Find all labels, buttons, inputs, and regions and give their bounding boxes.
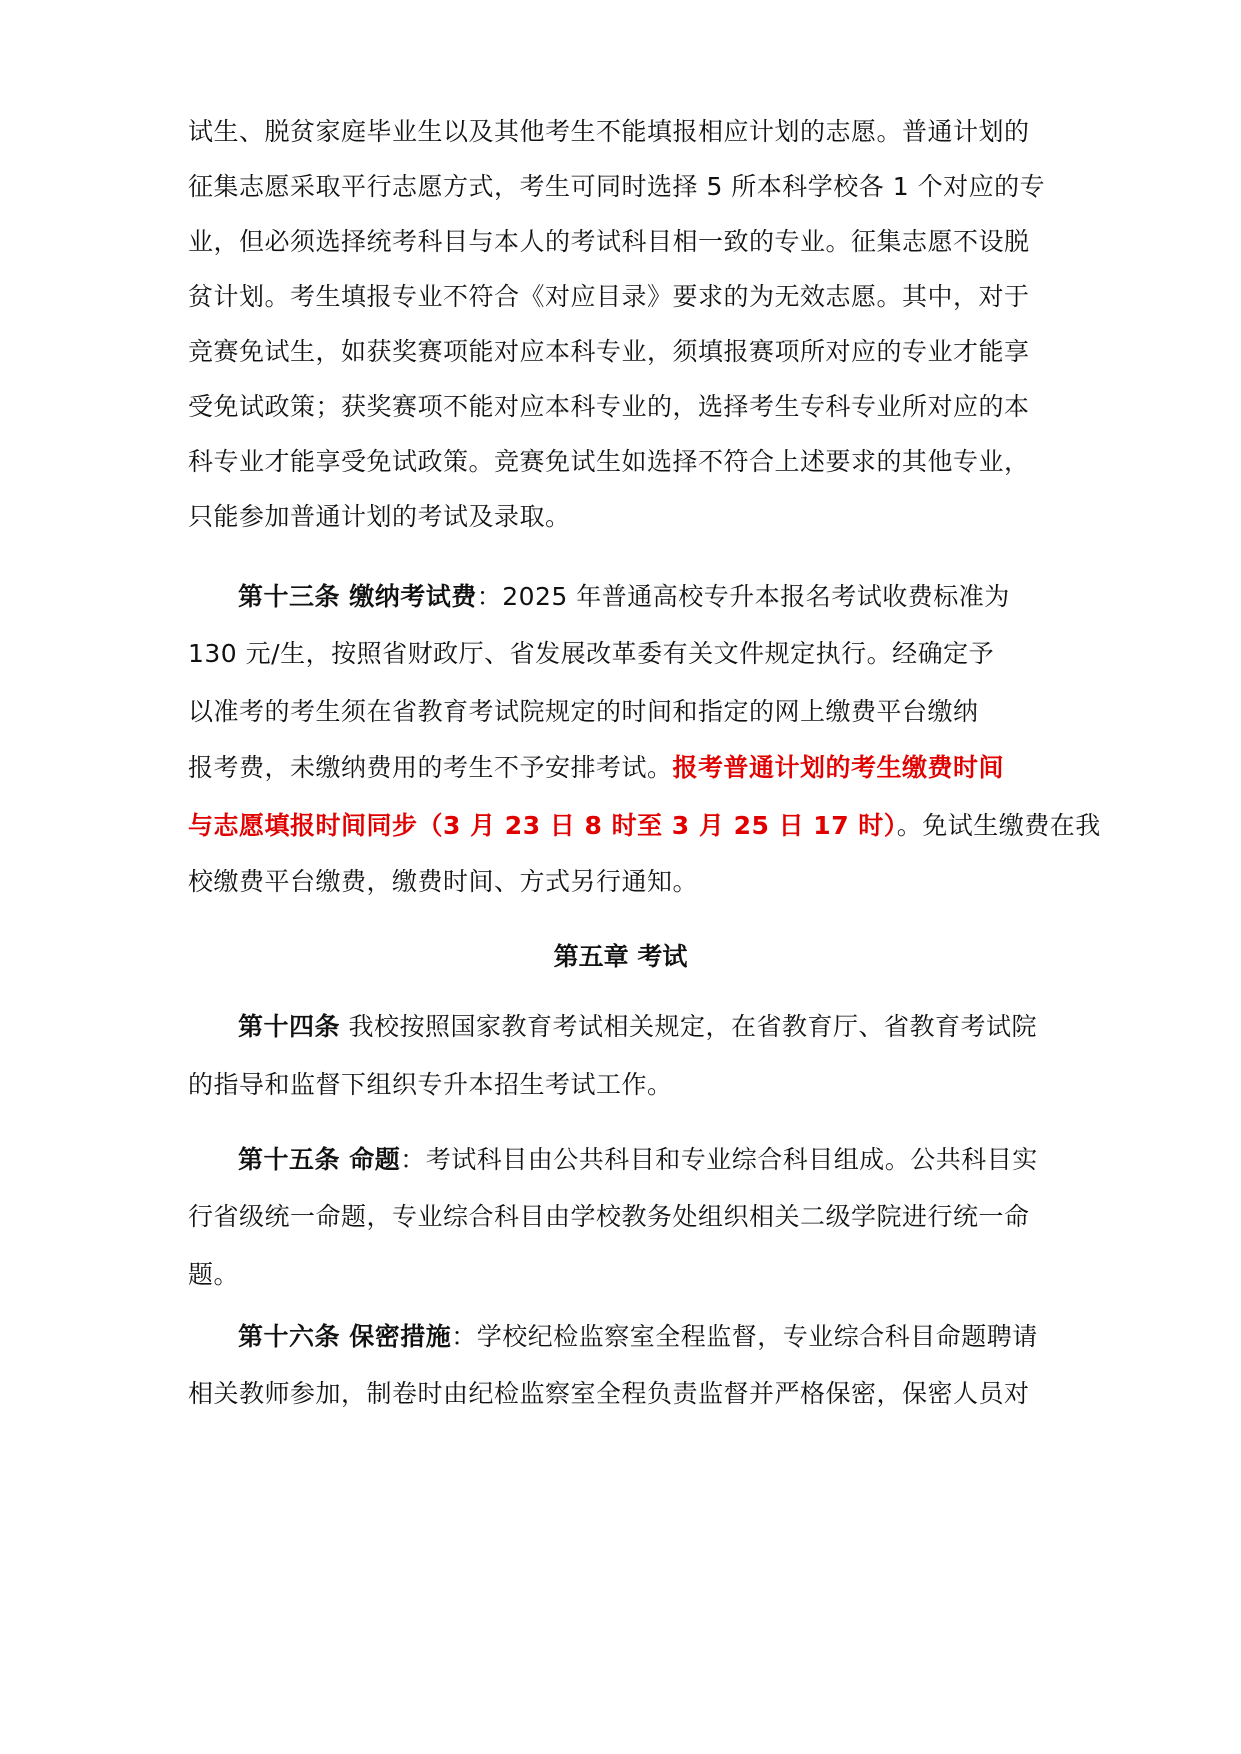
payment-time-highlight: 报考普通计划的考生缴费时间 — [672, 753, 1005, 782]
article-15-text: ：考试科目由公共科目和专业综合科目组成。公共科目实 — [400, 1145, 1038, 1174]
article-14-title: 第十四条 — [238, 1012, 341, 1041]
paragraph-line: 贫计划。考生填报专业不符合《对应目录》要求的为无效志愿。其中，对于 — [188, 282, 1030, 311]
article-13-text: ：2025 年普通高校专升本报名考试收费标准为 — [476, 582, 1010, 611]
article-14-line: 的指导和监督下组织专升本招生考试工作。 — [188, 1070, 673, 1099]
article-13-text: 报考费，未缴纳费用的考生不予安排考试。 — [188, 753, 673, 782]
article-14-text: 我校按照国家教育考试相关规定，在省教育厅、省教育考试院 — [340, 1012, 1037, 1041]
paragraph-line: 受免试政策；获奖赛项不能对应本科专业的，选择考生专科专业所对应的本 — [188, 392, 1030, 421]
article-14-line — [238, 1005, 1058, 1049]
article-15-title: 第十五条 命题 — [238, 1145, 401, 1174]
article-13-line — [238, 575, 1058, 619]
article-13-line — [188, 804, 1101, 848]
article-16-title: 第十六条 保密措施 — [238, 1322, 452, 1351]
article-15-line: 题。 — [188, 1260, 240, 1289]
article-16-line — [238, 1315, 1058, 1359]
paragraph-line: 业，但必须选择统考科目与本人的考试科目相一致的专业。征集志愿不设脱 — [188, 227, 1030, 256]
article-16-line: 相关教师参加，制卷时由纪检监察室全程负责监督并严格保密，保密人员对 — [188, 1379, 1030, 1408]
paragraph-line: 试生、脱贫家庭毕业生以及其他考生不能填报相应计划的志愿。普通计划的 — [188, 117, 1030, 146]
article-13-line: 130 元/生，按照省财政厅、省发展改革委有关文件规定执行。经确定予 — [188, 639, 995, 668]
article-16-text: ：学校纪检监察室全程监督，专业综合科目命题聘请 — [451, 1322, 1038, 1351]
paragraph-line: 科专业才能享受免试政策。竞赛免试生如选择不符合上述要求的其他专业， — [188, 447, 1030, 476]
chapter-heading: 第五章 考试 — [553, 942, 688, 971]
paragraph-line: 征集志愿采取平行志愿方式，考生可同时选择 5 所本科学校各 1 个对应的专 — [188, 172, 1046, 201]
article-15-line — [238, 1138, 1058, 1182]
payment-time-highlight: 与志愿填报时间同步（3 月 23 日 8 时至 3 月 25 日 17 时） — [188, 811, 897, 840]
article-15-line: 行省级统一命题，专业综合科目由学校教务处组织相关二级学院进行统一命 — [188, 1202, 1030, 1231]
article-13-text: 。免试生缴费在我 — [896, 811, 1101, 840]
paragraph-line: 竞赛免试生，如获奖赛项能对应本科专业，须填报赛项所对应的专业才能享 — [188, 337, 1030, 366]
article-13-line: 以准考的考生须在省教育考试院规定的时间和指定的网上缴费平台缴纳 — [188, 697, 979, 726]
article-13-line — [188, 746, 1058, 790]
article-13-title: 第十三条 缴纳考试费 — [238, 582, 477, 611]
article-13-line: 校缴费平台缴费，缴费时间、方式另行通知。 — [188, 867, 699, 896]
paragraph-line: 只能参加普通计划的考试及录取。 — [188, 502, 571, 531]
